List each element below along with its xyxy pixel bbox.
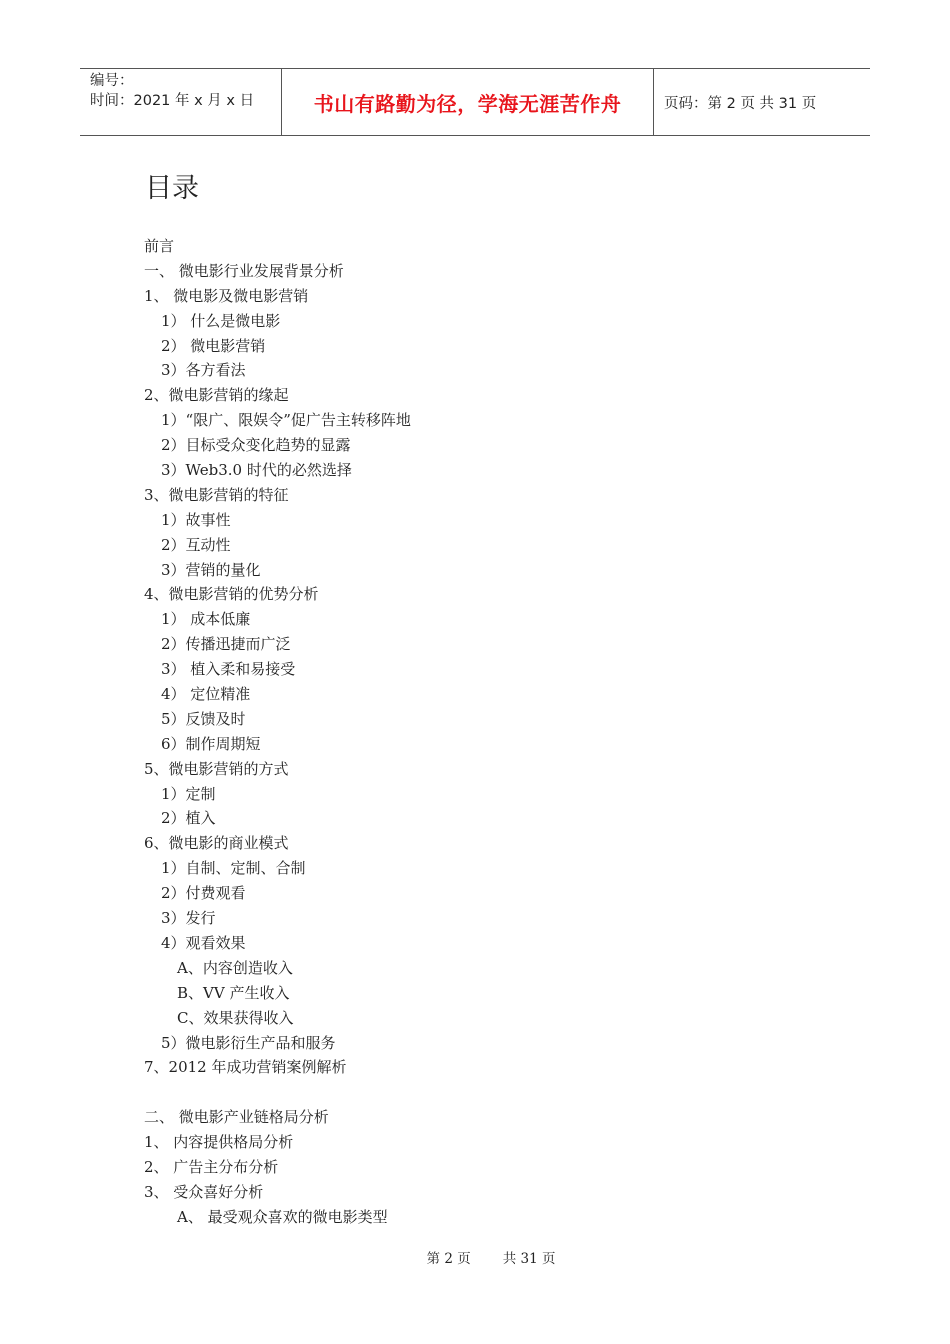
toc-entry: 2） 微电影营销 [161,336,266,355]
page-header [80,68,870,136]
toc-entry: 1）定制 [161,784,216,803]
toc-entry: 2）目标受众变化趋势的显露 [161,436,351,455]
toc-entry: 2）植入 [161,809,216,828]
toc-entry: 5、微电影营销的方式 [144,759,289,778]
toc-entry: 6）制作周期短 [161,734,261,753]
toc-entry: 3）发行 [161,909,216,928]
header-motto-cell [282,69,654,135]
toc-entry: 3、微电影营销的特征 [144,485,289,504]
footer-total-pages: 共 31 页 [502,1251,556,1267]
toc-entry: 1）自制、定制、合制 [161,859,306,878]
toc-entry: 3）各方看法 [161,361,246,380]
page-footer [0,1247,950,1267]
header-date-label: 时间：2021 年 x 月 x 日 [90,93,255,109]
toc-entry: 二、 微电影产业链格局分析 [144,1108,329,1127]
table-of-contents [144,234,411,1230]
toc-entry: 6、微电影的商业模式 [144,834,289,853]
toc-entry: 1、 内容提供格局分析 [144,1133,294,1152]
footer-page-number: 第 2 页 [426,1251,471,1267]
toc-entry: 5）反馈及时 [161,709,246,728]
toc-entry: A、 最受观众喜欢的微电影类型 [177,1207,388,1226]
toc-entry: 7、2012 年成功营销案例解析 [144,1058,347,1077]
toc-entry: 一、 微电影行业发展背景分析 [144,261,344,280]
toc-entry: 4） 定位精准 [161,685,251,704]
header-meta [80,69,282,135]
toc-spacer [144,1080,411,1105]
toc-entry: 4）观看效果 [161,933,246,952]
toc-entry: 1、 微电影及微电影营销 [144,286,309,305]
toc-entry: 2）传播迅捷而广泛 [161,635,291,654]
toc-entry: 3、 受众喜好分析 [144,1182,264,1201]
toc-entry: 1） 什么是微电影 [161,311,281,330]
toc-entry: 2）付费观看 [161,884,246,903]
toc-entry: 5）微电影衍生产品和服务 [161,1033,336,1052]
toc-entry: 2、微电影营销的缘起 [144,386,289,405]
toc-entry: 3）Web3.0 时代的必然选择 [161,461,352,480]
toc-entry: 4、微电影营销的优势分析 [144,585,319,604]
toc-entry: 1）“限广、限娱令”促广告主转移阵地 [161,411,411,430]
toc-entry: 2）互动性 [161,535,231,554]
toc-entry: 2、 广告主分布分析 [144,1158,279,1177]
header-page-cell [654,69,870,135]
toc-entry: B、VV 产生收入 [177,983,290,1002]
toc-entry: 3） 植入柔和易接受 [161,660,296,679]
toc-entry: A、内容创造收入 [177,958,293,977]
toc-entry: 3）营销的量化 [161,560,261,579]
toc-entry: 前言 [144,237,175,255]
toc-entry: 1）故事性 [161,510,231,529]
page-title: 目录 [145,173,199,204]
toc-entry: C、效果获得收入 [177,1008,294,1027]
header-page-label: 页码：第 2 页 共 31 页 [664,95,817,112]
toc-entry: 1） 成本低廉 [161,610,251,629]
header-number-label: 编号： [90,73,134,89]
header-motto: 书山有路勤为径，学海无涯苦作舟 [313,91,622,116]
